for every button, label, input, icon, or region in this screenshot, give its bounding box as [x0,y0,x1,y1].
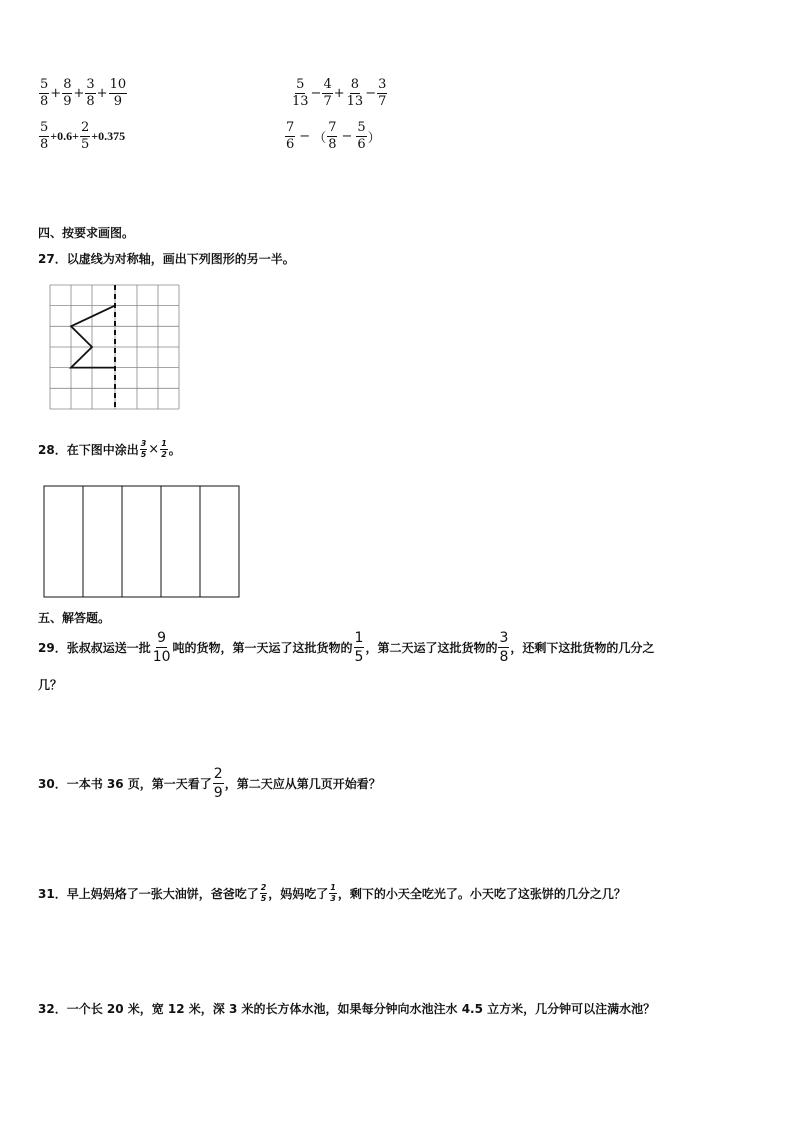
denominator: 9 [213,785,223,801]
right-paren: ） [367,131,381,146]
fraction [62,78,72,109]
numerator: 1 [161,439,167,448]
operator: + [73,86,85,101]
denominator: 7 [378,94,387,109]
operator: − [299,129,311,144]
question-30 [38,766,381,801]
denominator: 8 [40,137,49,152]
question-text: 27．以虚线为对称轴，画出下列图形的另一半。 [38,252,295,266]
denominator: 5 [80,137,90,152]
fraction [356,121,366,152]
fraction [80,121,90,152]
question-27 [38,250,295,267]
question-29 [38,630,654,665]
operator: + [50,86,62,101]
fraction [327,121,337,152]
fraction [329,884,337,903]
fraction [322,78,332,109]
denominator: 5 [260,894,267,903]
denominator: 10 [152,649,171,665]
numerator: 7 [286,120,295,135]
denominator: 13 [346,94,364,109]
expression-4 [284,121,381,152]
symmetry-grid-figure [48,283,181,411]
expression-1 [38,78,128,109]
question-text: ，妈妈吃了 [268,887,329,901]
times-sign: × [148,442,160,457]
question-text: 。 [168,443,181,457]
denominator: 5 [140,450,147,459]
half-shape [71,306,115,368]
numerator: 9 [157,630,167,646]
left-paren: （ [313,131,327,146]
fraction [498,630,509,665]
shading-rectangle [43,485,241,599]
fraction [39,121,49,152]
fraction [291,78,310,109]
operator: + [96,86,108,101]
numerator: 1 [330,883,336,892]
section-4-heading [38,224,134,241]
numerator: 2 [213,766,223,782]
rectangle-outline [44,486,239,597]
operator: − [341,129,353,144]
question-text: ，第二天应从第几页开始看？ [224,777,381,791]
denominator: 13 [292,94,309,109]
numerator: 1 [354,630,364,646]
section-title: 五、解答题。 [38,611,111,625]
question-text: 28．在下图中涂出 [38,443,139,457]
question-text: 几？ [38,678,63,692]
denominator: 8 [86,94,95,109]
numerator: 5 [357,120,366,135]
numerator: 5 [40,77,49,92]
fraction [39,78,49,109]
denominator: 2 [161,450,167,459]
question-text: 吨的货物，第一天运了这批货物的 [172,641,353,655]
fraction [260,884,268,903]
numerator: 2 [80,120,90,135]
question-31 [38,884,626,903]
denominator: 8 [40,94,49,109]
question-29-continued [38,676,62,693]
fraction [354,630,365,665]
question-text: 32．一个长 20 米，宽 12 米，深 3 米的长方体水池，如果每分钟向水池注水 4.5 立方米，几分钟可以注满水池？ [38,1002,656,1016]
denominator: 7 [323,94,332,109]
numerator: 7 [328,120,337,135]
fraction [285,121,295,152]
numerator: 10 [109,77,127,92]
fraction [85,78,95,109]
section-title: 四、按要求画图。 [38,226,135,240]
denominator: 5 [354,649,364,665]
fraction [109,78,128,109]
numerator: 8 [63,77,72,92]
question-text: 29．张叔叔运送一批 [38,641,151,655]
denominator: 8 [499,649,509,665]
numerator: 5 [296,77,305,92]
numerator: 2 [260,883,267,892]
operator: − [310,86,322,101]
fraction [346,78,365,109]
fraction [213,766,224,801]
question-28 [38,440,181,459]
numerator: 3 [378,77,387,92]
decimal-term: +0.6+ [50,129,79,143]
denominator: 8 [328,137,337,152]
operator: + [333,86,345,101]
denominator: 6 [357,137,366,152]
numerator: 3 [499,630,509,646]
question-32 [38,1000,655,1017]
numerator: 8 [350,77,360,92]
denominator: 6 [286,137,295,152]
fraction [377,78,387,109]
question-text: ，还剩下这批货物的几分之 [510,641,655,655]
question-text: 30．一本书 36 页，第一天看了 [38,777,212,791]
section-5-heading [38,609,110,626]
question-text: ，第二天运了这批货物的 [365,641,498,655]
fraction [160,440,168,459]
numerator: 3 [86,77,95,92]
decimal-term: +0.375 [91,129,126,143]
denominator: 3 [330,894,336,903]
numerator: 5 [40,120,49,135]
numerator: 4 [323,77,332,92]
expression-2 [290,78,388,109]
question-text: 31．早上妈妈烙了一张大油饼，爸爸吃了 [38,887,259,901]
fraction [140,440,148,459]
question-text: ，剩下的小天全吃光了。小天吃了这张饼的几分之几？ [337,887,626,901]
expression-3 [38,121,125,152]
operator: − [365,86,377,101]
fraction [152,630,172,665]
numerator: 3 [140,439,147,448]
denominator: 9 [63,94,72,109]
denominator: 9 [113,94,122,109]
